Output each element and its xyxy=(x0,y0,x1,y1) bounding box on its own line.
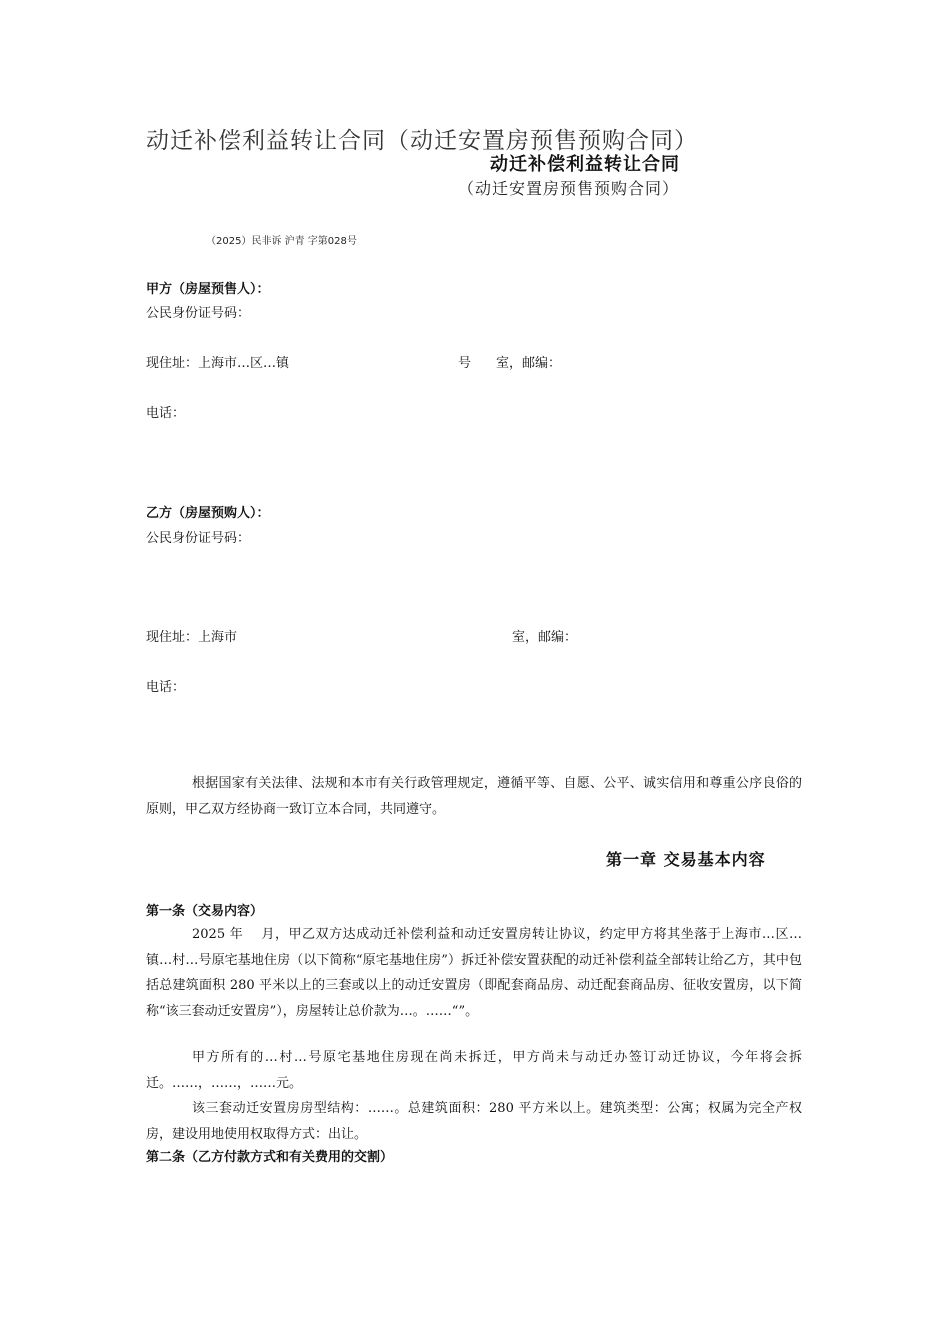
document-header-title: 动迁补偿利益转让合同（动迁安置房预售预购合同） xyxy=(146,128,698,154)
article-1-paragraph-2: 甲方所有的…村…号原宅基地住房现在尚未拆迁，甲方尚未与动迁办签订动迁协议，今年将会拆迁。……，……，……元。 xyxy=(146,1050,802,1091)
party-a-heading: 甲方（房屋预售人）： xyxy=(146,282,270,297)
chapter-1-title: 第一章 交易基本内容 xyxy=(606,850,766,869)
party-a-phone-label: 电话： xyxy=(146,406,186,421)
party-a-address-label: 现住址：上海市…区…镇 xyxy=(146,356,290,371)
article-2-title: 第二条（乙方付款方式和有关费用的交割） xyxy=(146,1150,394,1165)
contract-sub-title: （动迁安置房预售预购合同） xyxy=(458,179,680,198)
party-a-id-label: 公民身份证号码： xyxy=(146,306,251,321)
party-b-id-label: 公民身份证号码： xyxy=(146,531,251,546)
party-b-phone-label: 电话： xyxy=(146,680,186,695)
party-a-address-room: 室，邮编： xyxy=(496,356,562,371)
party-b-heading: 乙方（房屋预购人）： xyxy=(146,506,270,521)
party-a-address-number: 号 xyxy=(458,356,472,371)
article-1-title: 第一条（交易内容） xyxy=(146,904,264,919)
article-1-paragraph-1: 2025 年 月，甲乙双方达成动迁补偿利益和动迁安置房转让协议，约定甲方将其坐落于上海市…区…镇…村…号原宅基地住房（以下简称“原宅基地住房”）拆迁补偿安置获配的动迁补偿利益全部转让给乙方，其中包括总建筑面积 280 平米以上的三套或以上的动迁安置房（即配套商品房、动迁配套商品房、征收安置房，以下简称“该三套动迁安置房”），房屋转让总价款为…。……“”。 xyxy=(146,927,802,1019)
article-1-paragraph-3: 该三套动迁安置房房型结构：……。总建筑面积：280 平方米以上。建筑类型：公寓；权属为完全产权房，建设用地使用权取得方式：出让。 xyxy=(146,1101,802,1142)
party-b-address-room: 室，邮编： xyxy=(512,630,578,645)
preamble-paragraph: 根据国家有关法律、法规和本市有关行政管理规定，遵循平等、自愿、公平、诚实信用和尊重公序良俗的原则，甲乙双方经协商一致订立本合同，共同遵守。 xyxy=(146,776,802,817)
contract-main-title: 动迁补偿利益转让合同 xyxy=(490,154,680,175)
party-b-address-label: 现住址：上海市 xyxy=(146,630,238,645)
reference-number: （2025）民非诉 沪青 字第028号 xyxy=(206,236,357,247)
